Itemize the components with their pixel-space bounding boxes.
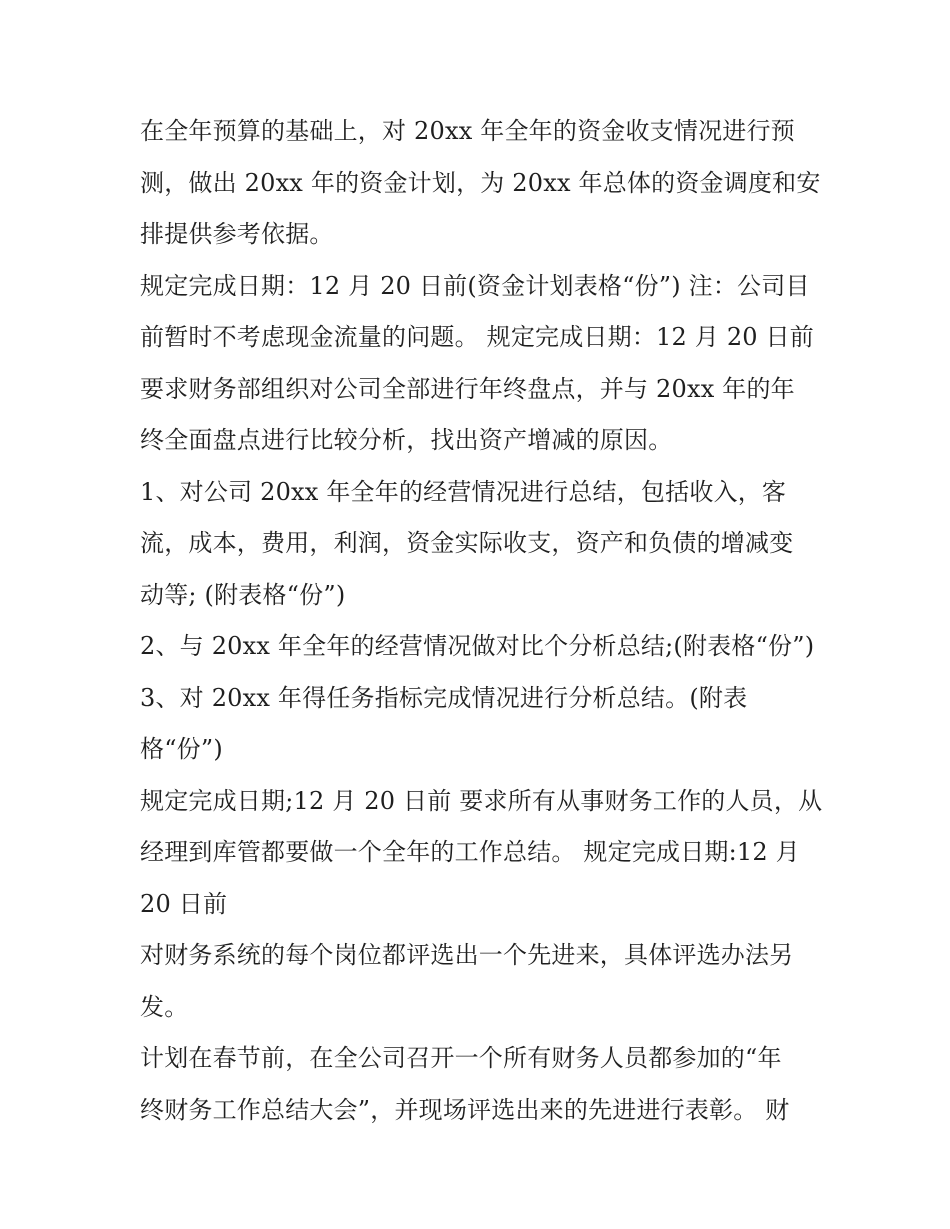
text-line: 规定完成日期;12 月 20 日前 要求所有从事财务工作的人员，从 [140, 786, 823, 815]
text-line: 规定完成日期：12 月 20 日前(资金计划表格“份”) 注：公司目 [140, 271, 810, 300]
text-line: 流，成本，费用，利润，资金实际收支，资产和负债的增减变 [140, 529, 794, 557]
text-line: 20 日前 [140, 889, 228, 918]
document-body [140, 106, 830, 1136]
text-line: 格“份”) [140, 735, 223, 763]
text-line: 终财务工作总结大会”，并现场评选出来的先进进行表彰。 财 [140, 1095, 790, 1124]
text-line: 3、对 20xx 年得任务指标完成情况进行分析总结。(附表 [140, 683, 748, 712]
text-line: 经理到库管都要做一个全年的工作总结。 规定完成日期:12 月 [140, 838, 800, 866]
text-line: 终全面盘点进行比较分析，找出资产增减的原因。 [140, 426, 673, 454]
text-line: 排提供参考依据。 [140, 220, 334, 248]
text-line: 测，做出 20xx 年的资金计划，为 20xx 年总体的资金调度和安 [140, 168, 821, 197]
text-line: 要求财务部组织对公司全部进行年终盘点，并与 20xx 年的年 [140, 374, 795, 403]
text-line: 前暂时不考虑现金流量的问题。 规定完成日期：12 月 20 日前 [140, 323, 814, 351]
text-line: 2、与 20xx 年全年的经营情况做对比个分析总结;(附表格“份”) [140, 632, 815, 660]
text-line: 发。 [140, 992, 189, 1021]
text-line: 在全年预算的基础上，对 20xx 年全年的资金收支情况进行预 [140, 117, 795, 145]
text-line: 计划在春节前，在全公司召开一个所有财务人员都参加的“年 [140, 1044, 782, 1072]
text-line: 动等; (附表格“份”) [140, 580, 346, 609]
text-line: 1、对公司 20xx 年全年的经营情况进行总结，包括收入，客 [140, 477, 787, 506]
text-line: 对财务系统的每个岗位都评选出一个先进来，具体评选办法另 [140, 941, 794, 969]
